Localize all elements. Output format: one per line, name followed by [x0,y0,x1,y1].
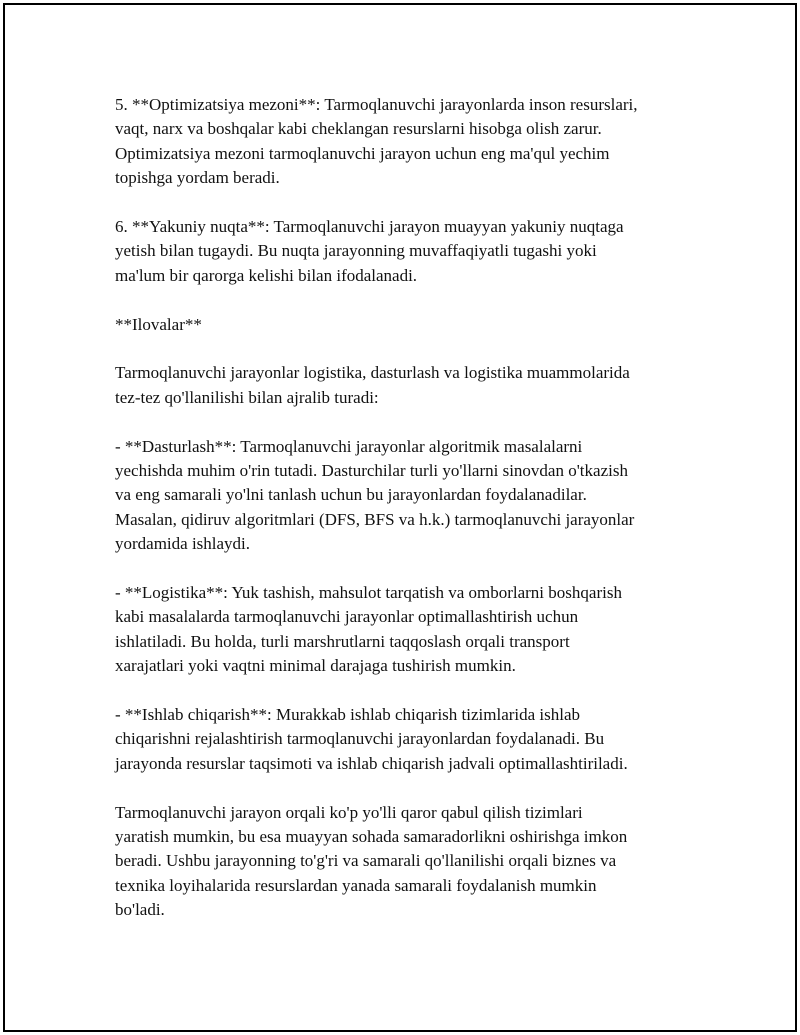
text-line: va eng samarali yo'lni tanlash uchun bu jarayonlardan foydalanadilar. [115,485,587,505]
text-line: 5. **Optimizatsiya mezoni**: Tarmoqlanuvchi jarayonlarda inson resurslari, [115,95,638,114]
text-line: xarajatlari yoki vaqtni minimal darajaga tushirish mumkin. [115,656,516,676]
text-line: beradi. Ushbu jarayonning to'g'ri va samarali qo'llanilishi orqali biznes va [115,851,617,871]
text-line: jarayonda resurslar taqsimoti va ishlab chiqarish jadvali optimallashtiriladi. [115,753,628,773]
paragraph [115,215,695,288]
paragraph [115,581,695,679]
text-line: - **Dasturlash**: Tarmoqlanuvchi jarayonlar algoritmik masalalarni [115,436,583,456]
text-line: 6. **Yakuniy nuqta**: Tarmoqlanuvchi jarayon muayyan yakuniy nuqtaga [115,217,624,237]
text-line: texnika loyihalarida resurslardan yanada samarali foydalanish mumkin [115,875,597,895]
text-line: - **Ishlab chiqarish**: Murakkab ishlab chiqarish tizimlarida ishlab [115,705,581,725]
document-body [115,93,695,947]
paragraph [115,361,695,410]
text-line: tez-tez qo'llanilishi bilan ajralib turadi: [115,387,379,407]
text-line: yordamida ishlaydi. [115,534,251,554]
text-line: Tarmoqlanuvchi jarayonlar logistika, dasturlash va logistika muammolarida [115,363,630,383]
paragraph [115,801,695,923]
paragraph [115,313,695,337]
paragraph [115,435,695,557]
text-line: Tarmoqlanuvchi jarayon orqali ko'p yo'lli qaror qabul qilish tizimlari [115,802,583,822]
text-line: **Ilovalar** [115,314,202,334]
paragraph [115,93,695,191]
paragraph [115,703,695,776]
text-line: - **Logistika**: Yuk tashish, mahsulot tarqatish va omborlarni boshqarish [115,583,622,603]
text-line: kabi masalalarda tarmoqlanuvchi jarayonlar optimallashtirish uchun [115,607,579,627]
text-line: ishlatiladi. Bu holda, turli marshrutlarni taqqoslash orqali transport [115,631,570,651]
text-line: yaratish mumkin, bu esa muayyan sohada samaradorlikni oshirishga imkon [115,827,628,847]
text-line: Optimizatsiya mezoni tarmoqlanuvchi jarayon uchun eng ma'qul yechim [115,143,610,163]
text-line: Masalan, qidiruv algoritmlari (DFS, BFS va h.k.) tarmoqlanuvchi jarayonlar [115,509,635,529]
text-line: topishga yordam beradi. [115,168,280,188]
text-line: chiqarishni rejalashtirish tarmoqlanuvchi jarayonlardan foydalanadi. Bu [115,729,605,749]
text-line: ma'lum bir qarorga kelishi bilan ifodalanadi. [115,265,418,285]
text-line: yechishda muhim o'rin tutadi. Dasturchilar turli yo'llarni sinovdan o'tkazish [115,461,628,481]
text-line: vaqt, narx va boshqalar kabi cheklangan resurslarni hisobga olish zarur. [115,119,602,139]
text-line: bo'ladi. [115,900,165,920]
text-line: yetish bilan tugaydi. Bu nuqta jarayonning muvaffaqiyatli tugashi yoki [115,241,597,261]
